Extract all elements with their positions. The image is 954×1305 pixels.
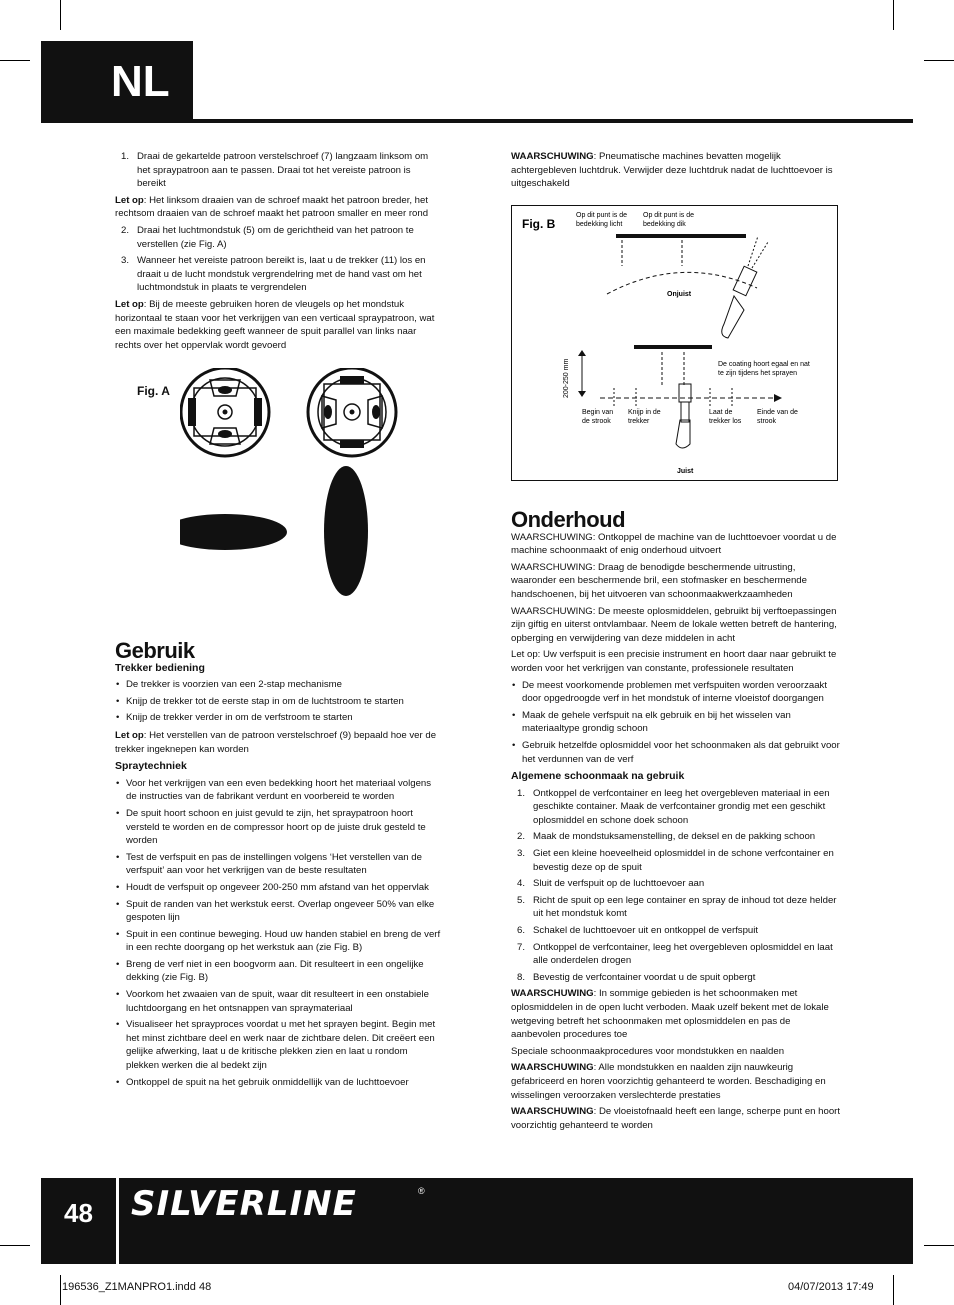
list-item [511,787,841,828]
warning-label: WAARSCHUWING [511,988,594,1000]
page-number: 48 [64,1198,93,1228]
warning-paragraph [511,1105,841,1132]
label-distance: 200-250 mm [563,358,570,398]
fig-a-illustration [180,368,400,608]
item-text: Maak de mondstuksamenstelling, de deksel en de pakking schoon [533,831,816,843]
list-item: • De meest voorkomende problemen met verfspuiten worden veroorzaakt door opgedroogde verf in het mondstuk of interne vloeistof doorgangen [511,679,841,706]
list-item: • Visualiseer het sprayproces voordat u met het sprayen begint. Begin met het minst zichtbare deel en werk naar de zichtbare delen. Dit creëert een gelijke afwerking, laat u de kritische plekken zien en laat u rondom plekken werken die al bedekt zijn [115,1018,441,1072]
item-number: 1. [121,151,130,162]
note-text: : Het linksom draaien van de schroef maakt het patroon breder, het rechtsom draaien van de schroef maakt het patroon smaller en meer rond [115,194,429,220]
crop-mark [893,0,894,30]
label-even: De coating hoort egaal en nat [718,361,810,368]
warning-text: : In sommige gebieden is het schoonmaken met oplosmiddelen in de open lucht verboden. Maak uzelf bekent met de lokale wetgeving betreft het schoonmaken met oplosmiddelen en pas de aanbevolen procedures toe [511,988,829,1041]
list-item: • Voor het verkrijgen van een even bedekking hoort het materiaal volgens de instructies van de fabrikant verdunt en voorbereid te worden [115,777,441,804]
paragraph: Speciale schoonmaakprocedures voor mondstukken en naalden [511,1045,785,1057]
label-thick-2: bedekking dik [643,221,686,228]
list-item: • Gebruik hetzelfde oplosmiddel voor het schoonmaken als dat gebruikt voor het verdunnen van de verf [511,739,841,766]
list-item [511,924,841,938]
file-slug: 196536_Z1MANPRO1.indd 48 [62,1281,212,1293]
list-item [115,254,441,295]
fig-b-label: Fig. B [522,217,556,231]
list-item: • Breng de verf niet in een boogvorm aan. Dit resulteert in een ongelijke dekking (zie Fig. B) [115,958,441,985]
item-number: 3. [517,848,526,860]
onderhoud-bullets [511,679,841,767]
item-number: 5. [517,894,526,906]
list-item: • De spuit hoort schoon en juist gevuld te zijn, het spraypatroon hoort versteld te worden en de compressor hoort op de juiste druk gesteld te worden [115,807,441,848]
label-start-2: de strook [582,418,611,425]
registered-mark: ® [418,1186,425,1196]
item-text: Richt de spuit op een lege container en spray de inhoud tot deze helder uit het mondstuk komt [533,894,837,920]
label-release-2: trekker los [709,418,742,425]
item-text: Wanneer het vereiste patroon bereikt is, laat u de trekker (11) los en draait u de lucht mondstuk vergrendelring met de hand vast om het luchtmondstuk in plaats te vergrendelen [137,255,426,294]
list-item: • Maak de gehele verfspuit na elk gebruik en bij het wisselen van materiaaltype grondig schoon [511,709,841,736]
label-wrong: Onjuist [667,291,692,298]
paragraph: WAARSCHUWING: De meeste oplosmiddelen, gebruikt bij verftoepassingen zijn giftig en uiterst ontvlambaar. Neem de lokale wetten betreft de hantering, opberging en verwijdering van deze middelen in acht [511,605,837,644]
item-text: Giet een kleine hoeveelheid oplosmiddel in de schone verfcontainer en bevestig deze op de spuit [533,848,834,873]
list-item [511,847,841,874]
surface-bottom [634,345,712,349]
item-number: 8. [517,971,526,983]
right-column-top [511,150,838,194]
note-paragraph [115,194,441,221]
item-number: 6. [517,925,526,937]
list-item [115,150,441,191]
item-text: Sluit de verfspuit op de luchttoevoer aan [533,878,705,890]
label-release: Laat de [709,409,733,416]
warning-text: : Pneumatische machines bevatten mogelijk achtergebleven luchtdruk. Verwijder deze luchtdruk nadat de luchttoevoer is uitgeschakeld [511,151,833,190]
item-text: Ontkoppel de verfcontainer en leeg het overgebleven materiaal in een geschikte container. Maak de verfcontainer grondig met een geschikt oplosmiddel en schone doek schoon [533,787,830,826]
list-item [511,877,841,891]
header-rule [193,119,913,123]
label-light-2: bedekking licht [576,221,623,228]
horizontal-pattern-shape [180,514,287,550]
note-label: Let op [115,298,144,310]
steps-b [115,224,441,295]
warning-label: WAARSCHUWING [511,151,594,162]
language-tab [41,41,193,123]
item-text: Bevestig de verfcontainer voordat u de spuit opbergt [533,971,756,983]
fig-b-drawing [512,206,837,480]
spray-gun-wrong-icon [722,236,768,338]
crop-mark [924,1245,954,1246]
left-column-top [115,150,441,355]
subheading-trekker: Trekker bediening [115,661,205,674]
note-paragraph [115,298,441,352]
item-number: 3. [121,255,130,267]
list-item: • Knijp de trekker tot de eerste stap in om de luchtstroom te starten [115,695,441,709]
list-item: • Test de verfspuit en pas de instellingen volgens ‘Het verstellen van de verfspuit’ aan voor het verkrijgen van de beste resultaten [115,851,441,878]
label-thick: Op dit punt is de [643,212,694,219]
note-label: Let op [115,194,144,206]
list-item [115,224,441,251]
crop-mark [893,1275,894,1305]
warning-paragraph [511,987,841,1041]
item-text: Draai het luchtmondstuk (5) om de gerichtheid van het patroon te verstellen (zie Fig. A) [137,224,414,250]
item-text: Ontkoppel de verfcontainer, leeg het overgebleven oplosmiddel en laat alle onderdelen drogen [533,941,833,967]
label-start: Begin van [582,409,614,416]
date-slug: 04/07/2013 17:49 [788,1281,874,1293]
list-item: • Ontkoppel de spuit na het gebruik onmiddellijk van de luchttoevoer [115,1076,441,1090]
subheading-spray: Spraytechniek [115,760,187,773]
crop-mark [924,60,954,61]
item-number: 2. [517,831,526,843]
trekker-list [115,678,441,725]
list-item [511,971,841,985]
item-text: Draai de gekartelde patroon verstelschroef (7) langzaam linksom om het spraypatroon aan te passen. Draai tot het vereiste patroon is bereikt [137,151,429,190]
crop-mark [0,60,30,61]
list-item [511,830,841,844]
nozzle-vertical-icon [308,368,396,456]
paragraph: WAARSCHUWING: Draag de benodigde beschermende uitrusting, waaronder een beschermende bril, een stofmasker en beschermende handschoenen, bij het uitvoeren van schoonmaakwerkzaamheden [511,561,807,600]
warning-label: WAARSCHUWING [511,1062,594,1074]
fig-a-label: Fig. A [137,384,170,398]
label-squeeze-2: trekker [628,418,650,425]
vertical-pattern-shape [324,466,368,596]
note-label: Let op [115,729,144,741]
warning-text: : De vloeistofnaald heeft een lange, scherpe punt en hoort voorzichtig gehanteerd te worden [511,1106,841,1131]
surface-top [616,234,746,238]
spray-list [115,777,441,1089]
warning-label: WAARSCHUWING [511,1106,594,1118]
item-number: 7. [517,941,526,953]
crop-mark [0,1245,30,1246]
paragraph: WAARSCHUWING: Ontkoppel de machine van de luchttoevoer voordat u de machine schoonmaakt of enig onderhoud uitvoert [511,531,837,557]
list-item: • Spuit de randen van het werkstuk eerst. Overlap ongeveer 50% van elke gespoten lijn [115,898,441,925]
list-item: • De trekker is voorzien van een 2-stap mechanisme [115,678,441,692]
list-item [511,941,841,968]
item-number: 2. [121,224,130,236]
warning-paragraph [511,1061,841,1102]
note-paragraph [115,729,441,756]
fig-b-diagram [511,205,838,481]
algemene-list [511,787,841,985]
brand-logo: SILVERLINE [131,1184,357,1224]
paragraph: Let op: Uw verfspuit is een precisie instrument en hoort daar naar gebruikt te worden voor het verkrijgen van constante, professionele resultaten [511,649,837,674]
label-light: Op dit punt is de [576,212,627,219]
list-item: • Spuit in een continue beweging. Houd uw handen stabiel en breng de verf in een rechte doorgang op het werkstuk aan (zie Fig. B) [115,928,441,955]
list-item: • Houdt de verfspuit op ongeveer 200-250 mm afstand van het oppervlak [115,881,441,895]
label-right: Juist [677,468,694,475]
note-text: : Het verstellen van de patroon verstelschroef (9) bepaald hoe ver de trekker ingeknepen kan worden [115,729,437,755]
list-item: • Knijp de trekker verder in om de verfstroom te starten [115,711,441,725]
note-text: : Bij de meeste gebruiken horen de vleugels op het mondstuk horizontaal te staan voor het verkrijgen van een verticaal spraypatroon, wat een maximale bedekking geeft wanneer de spuit parallel van links naar rechts over het oppervlak wordt gevoerd [115,298,435,351]
item-text: Schakel de luchttoevoer uit en ontkoppel de verfspuit [533,925,759,937]
section-title-onderhoud: Onderhoud [511,507,626,532]
nozzle-horizontal-icon [181,368,269,456]
section-title-gebruik: Gebruik [115,638,195,663]
crop-mark [60,0,61,30]
crop-mark [60,1275,61,1305]
spray-gun-right-icon [676,384,691,448]
item-number: 4. [517,878,526,890]
subheading-algemene: Algemene schoonmaak na gebruik [511,770,685,783]
right-column-onderhoud [511,507,841,1135]
warning-text: : Alle mondstukken en naalden zijn nauwkeurig gefabriceerd en horen voorzichtig gehanteerd te worden. Beschadiging en wisselingen veroorzaken verslechterde prestaties [511,1062,826,1101]
left-column-gebruik [115,638,441,1093]
item-number: 1. [517,787,526,799]
label-end-2: strook [757,418,777,425]
footer-divider [116,1178,119,1264]
steps-a [115,150,441,191]
label-even-2: te zijn tijdens het sprayen [718,370,797,377]
label-squeeze: Knijp in de [628,409,661,416]
label-end: Einde van de [757,409,798,416]
list-item [511,894,841,921]
warning-paragraph [511,150,838,191]
list-item: • Voorkom het zwaaien van de spuit, waar dit resulteert in een onstabiele luchtdoorgang en het ontsnappen van spraymateriaal [115,988,441,1015]
language-code: NL [111,57,170,106]
